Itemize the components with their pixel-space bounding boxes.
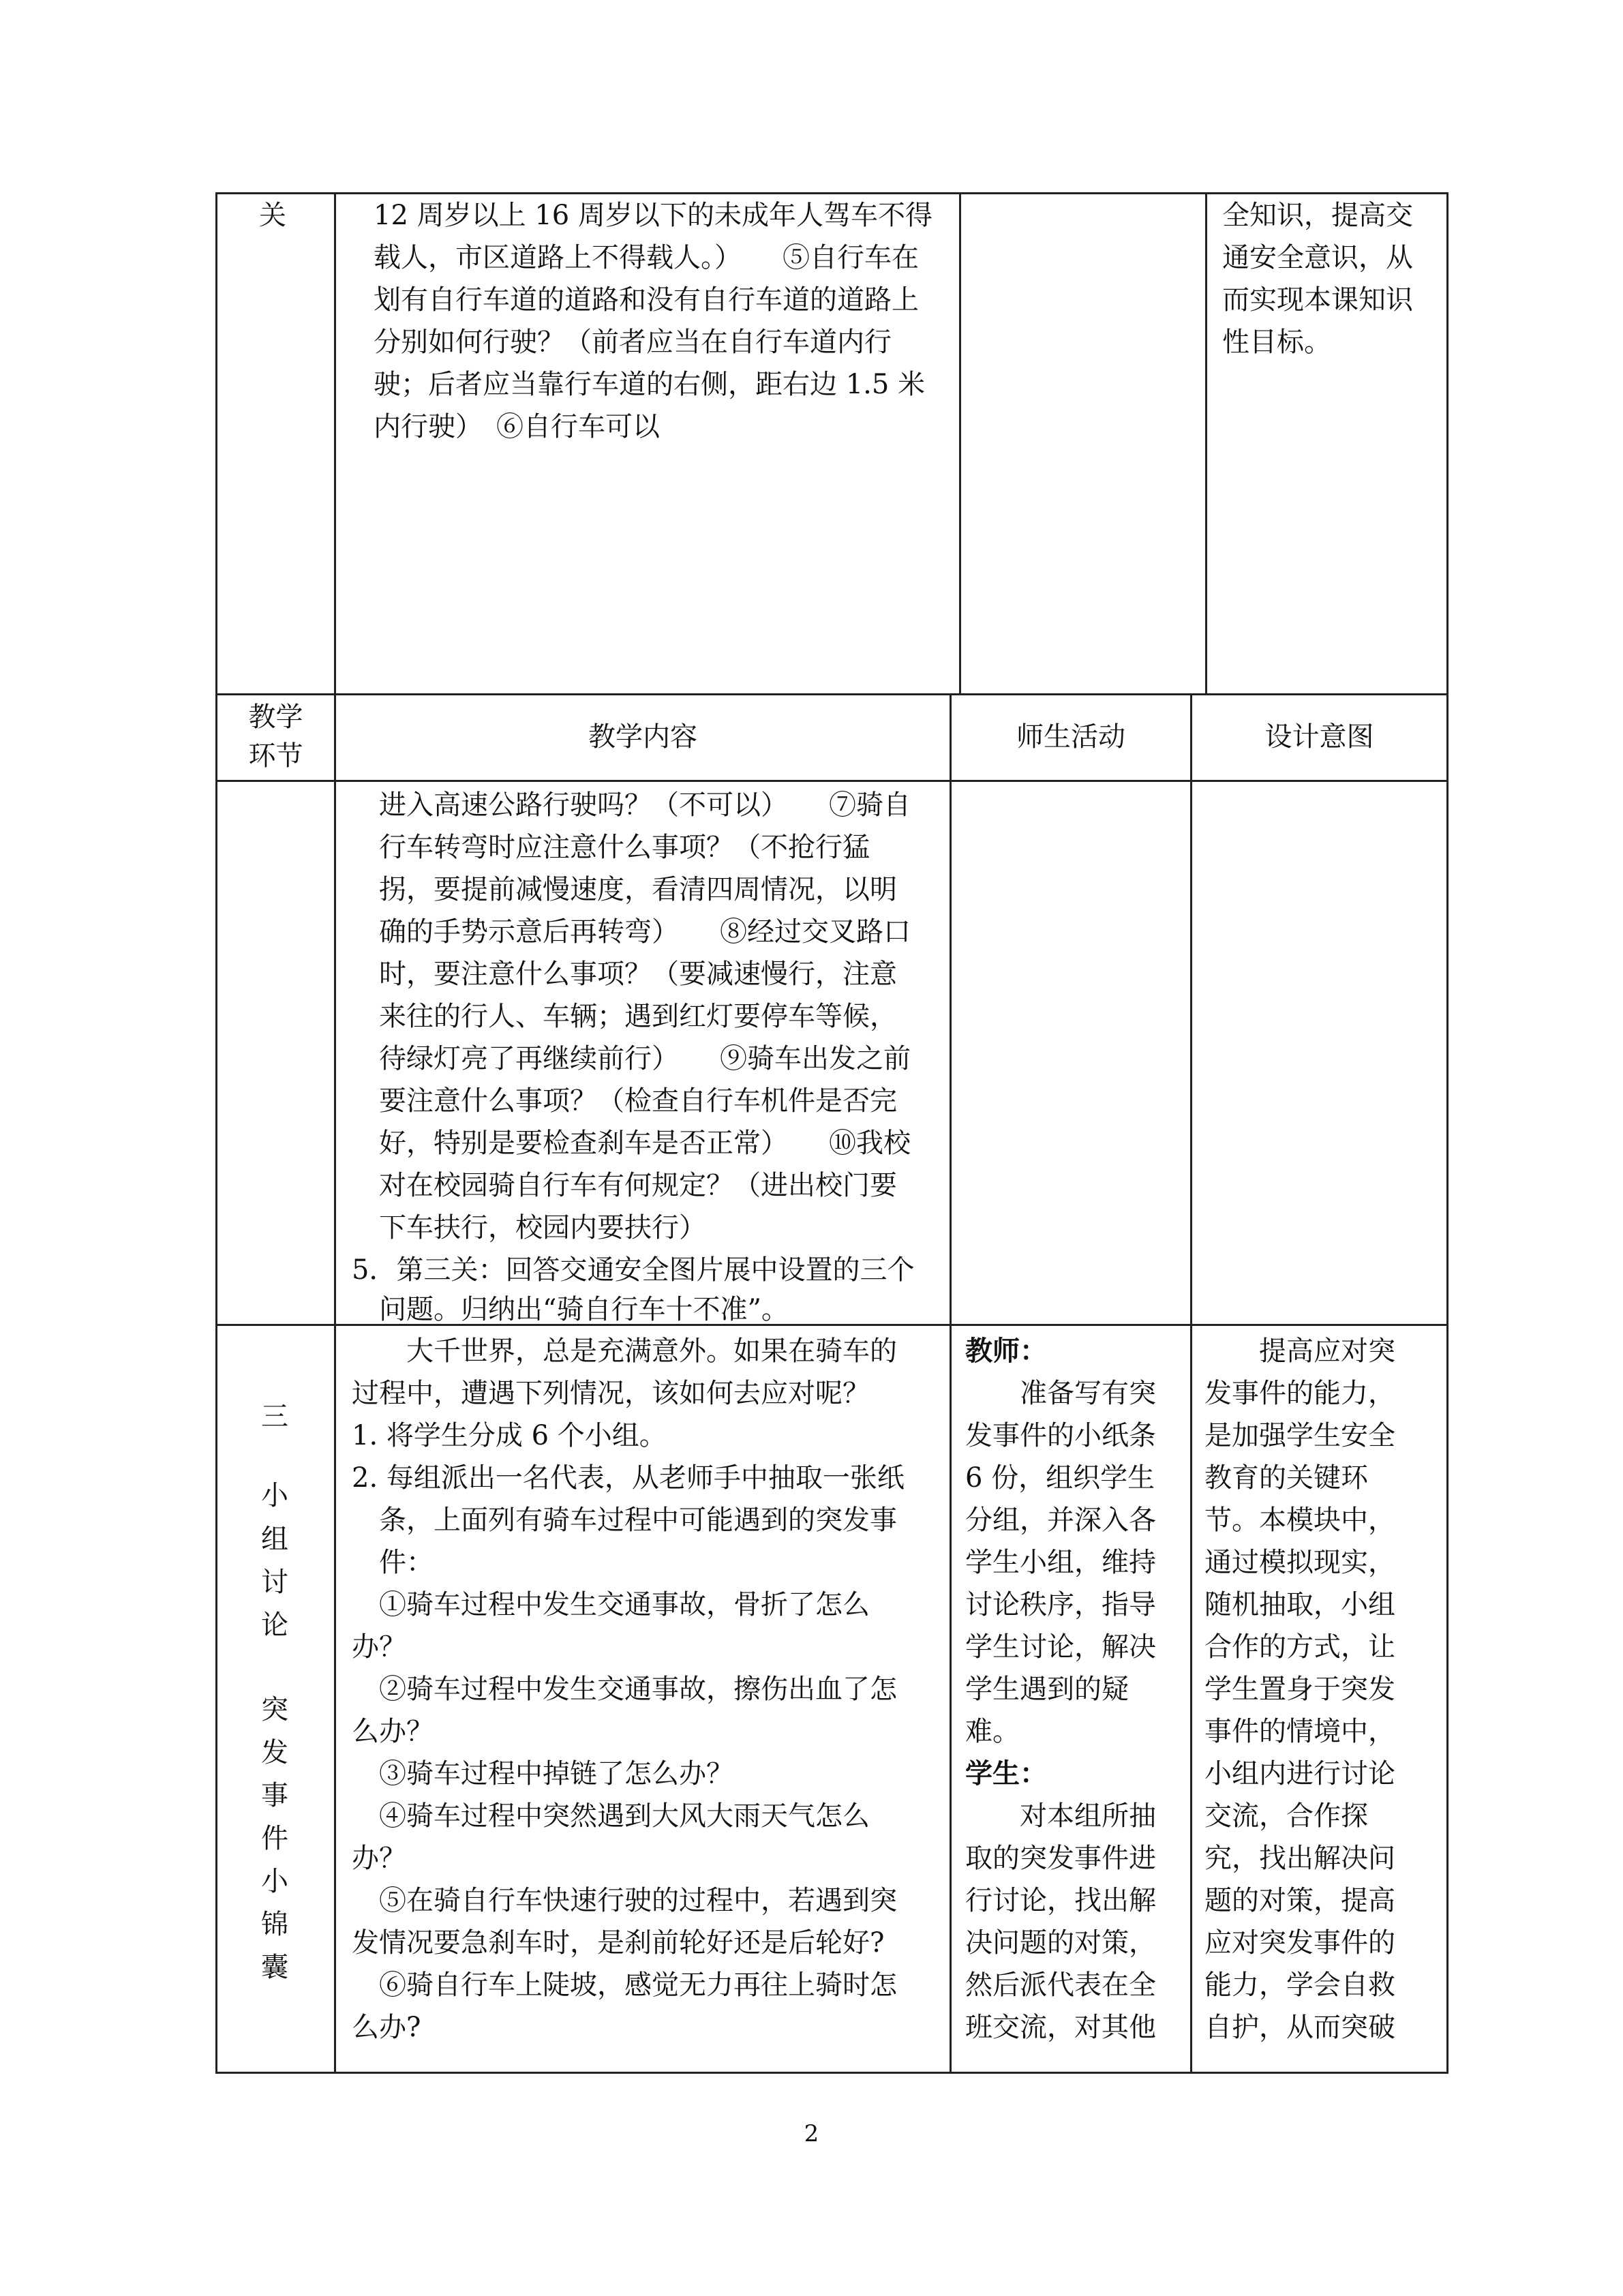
col-divider-3 [1190,693,1192,2074]
content-line: 来往的行人、车辆；遇到红灯要停车等候， [379,1001,897,1032]
table-border-bottom [215,2072,1448,2074]
section3-stage-char: 组 [261,1524,288,1555]
content-line: 要注意什么事项？（检查自行车机件是否完 [379,1085,897,1117]
teacher-line: 准备写有突 [965,1378,1156,1409]
teacher-label: 教师： [965,1335,1047,1367]
header-stage-line1: 教学 [248,701,303,733]
header-content: 教学内容 [588,721,697,753]
teacher-line: 难。 [965,1716,1020,1747]
col-divider-1 [334,693,336,2074]
teacher-line: 学生讨论，解决 [965,1631,1156,1663]
content-line: 件： [352,1547,434,1578]
intent-line: 小组内进行讨论 [1204,1758,1395,1789]
section3-stage-char: 事 [261,1780,288,1811]
teacher-line: 发事件的小纸条 [965,1420,1156,1451]
header-activity: 师生活动 [1016,721,1125,753]
section2-content [379,784,911,1249]
section3-stage-char: 小 [261,1480,288,1511]
student-line: 取的突发事件进 [965,1843,1156,1874]
teacher-line: 学生遇到的疑 [965,1674,1129,1705]
teacher-line: 分组，并深入各 [965,1505,1156,1536]
content-line: 待绿灯亮了再继续前行） ⑨骑车出发之前 [379,1043,911,1074]
page-number: 2 [804,2120,819,2147]
section3-stage-char: 发 [261,1737,288,1768]
intent-line: 应对突发事件的 [1204,1927,1395,1959]
content-line: 拐，要提前减慢速度，看清四周情况，以明 [379,874,897,905]
section1-bottom [215,693,1448,695]
teacher-line: 6 份，组织学生 [965,1462,1155,1494]
content-line: 2. 每组派出一名代表，从老师手中抽取一张纸 [352,1462,905,1494]
section1-content [374,194,932,448]
content-line: 载人，市区道路上不得载人。） ⑤自行车在 [374,242,919,273]
content-line: 大千世界，总是充满意外。如果在骑车的 [352,1335,897,1367]
content-line: 办？ [352,1843,406,1874]
section1-intent [1222,194,1413,363]
intent-line: 性目标。 [1222,327,1331,358]
teacher-line: 学生小组，维持 [965,1547,1156,1578]
intent-line: 节。本模块中， [1204,1505,1395,1536]
section1-divider-b [959,192,961,695]
header-bottom [215,780,1448,782]
content-line: ⑥骑自行车上陡坡，感觉无力再往上骑时怎 [352,1969,897,2001]
intent-line: 提高应对突 [1204,1335,1395,1367]
student-label: 学生： [965,1757,1047,1789]
section3-stage-char: 三 [261,1401,288,1432]
content-line: 下车扶行，校园内要扶行） [379,1212,706,1243]
content-line: 划有自行车道的道路和没有自行车道的道路上 [374,284,919,316]
content-line: 进入高速公路行驶吗？（不可以） ⑦骑自 [379,789,911,821]
section2-item5-line1: 5．第三关：回答交通安全图片展中设置的三个 [352,1254,915,1286]
content-line: 么办？ [352,1716,434,1747]
intent-line: 是加强学生安全 [1204,1420,1395,1451]
header-intent: 设计意图 [1264,721,1374,753]
content-line: 发情况要急刹车时，是刹前轮好还是后轮好? [352,1927,885,1959]
content-line: ③骑车过程中掉链了怎么办？ [352,1758,733,1789]
intent-line: 通过模拟现实， [1204,1547,1395,1578]
content-line: 确的手势示意后再转弯） ⑧经过交叉路口 [379,916,911,948]
intent-line: 事件的情境中， [1204,1716,1395,1747]
content-line: ⑤在骑自行车快速行驶的过程中，若遇到突 [352,1885,897,1916]
intent-line: 究，找出解决问 [1204,1843,1395,1874]
section1-divider-a [334,192,336,695]
intent-line: 交流，合作探 [1204,1800,1368,1832]
content-line: 分别如何行驶？（前者应当在自行车道内行 [374,327,892,358]
content-line: 么办? [352,2012,421,2043]
intent-line: 全知识，提高交 [1222,200,1413,231]
intent-line: 教育的关键环 [1204,1462,1368,1494]
content-line: 1. 将学生分成 6 个小组。 [352,1420,667,1451]
intent-line: 通安全意识，从 [1222,242,1413,273]
section1-divider-c [1205,192,1207,695]
content-line: ①骑车过程中发生交通事故，骨折了怎么 [352,1589,870,1620]
intent-line: 而实现本课知识 [1222,284,1413,316]
content-line: 对在校园骑自行车有何规定？（进出校门要 [379,1170,897,1201]
intent-line: 学生置身于突发 [1204,1674,1395,1705]
intent-line: 发事件的能力， [1204,1378,1395,1409]
section3-content [352,1330,905,2049]
content-line: 时，要注意什么事项？（要减速慢行，注意 [379,958,897,990]
section3-stage-char: 突 [261,1694,288,1725]
intent-line: 随机抽取，小组 [1204,1589,1395,1620]
content-line: ④骑车过程中突然遇到大风大雨天气怎么 [352,1800,870,1832]
content-line: ②骑车过程中发生交通事故，擦伤出血了怎 [352,1674,897,1705]
header-stage [217,698,334,776]
content-line: 过程中，遭遇下列情况，该如何去应对呢？ [352,1378,870,1409]
section2-item5-line2: 问题。归纳出“骑自行车十不准”。 [379,1294,789,1325]
section3-activity [965,1330,1156,2049]
student-line: 对本组所抽 [965,1800,1156,1832]
section3-stage-char: 件 [261,1823,288,1854]
table-border-right [1446,192,1448,2074]
intent-line: 能力，学会自救 [1204,1969,1395,2001]
content-line: 办？ [352,1631,406,1663]
section3-stage-char: 小 [261,1866,288,1897]
section1-stage-label: 关 [259,200,286,231]
section3-stage-char: 锦 [261,1909,288,1940]
section3-stage-char: 讨 [261,1567,288,1598]
teacher-line: 讨论秩序，指导 [965,1589,1156,1620]
header-stage-line2: 环节 [248,740,303,772]
section3-intent [1204,1330,1395,2049]
intent-line: 自护，从而突破 [1204,2012,1395,2043]
intent-line: 合作的方式，让 [1204,1631,1395,1663]
student-line: 决问题的对策， [965,1927,1156,1959]
table-border-left [215,192,217,2074]
intent-line: 题的对策，提高 [1204,1885,1395,1916]
content-line: 行车转弯时应注意什么事项？（不抢行猛 [379,832,870,863]
col-divider-2 [950,693,952,2074]
content-line: 12 周岁以上 16 周岁以下的未成年人驾车不得 [374,200,932,231]
content-line: 内行驶） ⑥自行车可以 [374,411,660,442]
student-line: 行讨论，找出解 [965,1885,1156,1916]
section3-stage-char: 论 [261,1610,288,1641]
content-line: 驶；后者应当靠行车道的右侧，距右边 1.5 米 [374,369,926,400]
content-line: 条，上面列有骑车过程中可能遇到的突发事 [352,1505,897,1536]
student-line: 然后派代表在全 [965,1969,1156,2001]
student-line: 班交流，对其他 [965,2012,1156,2043]
section3-stage-char: 囊 [261,1952,288,1983]
content-line: 好，特别是要检查刹车是否正常） ⑩我校 [379,1128,911,1159]
